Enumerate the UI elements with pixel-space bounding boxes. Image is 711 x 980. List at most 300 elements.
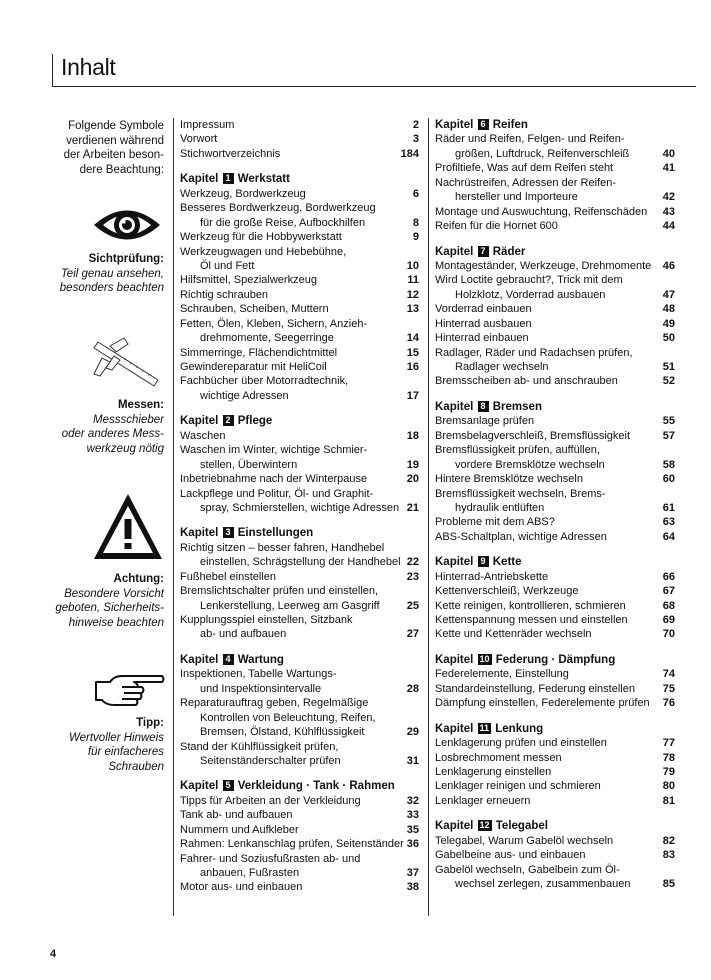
toc-entry — [180, 711, 419, 725]
toc-page-number: 47 — [662, 288, 675, 301]
toc-entry-title: Reparaturauftrag geben, Regelmäßige — [180, 697, 369, 710]
chapter-heading — [180, 172, 419, 186]
toc-entry — [180, 118, 419, 132]
legend-text: besonders beachten — [59, 282, 164, 295]
toc-page-number: 33 — [406, 809, 419, 822]
toc-entry — [435, 259, 675, 273]
toc-page-number: 57 — [662, 429, 675, 442]
toc-entry-title: Bremsflüssigkeit prüfen, auffüllen, — [435, 444, 600, 457]
legend-text: Besondere Vorsicht — [64, 587, 164, 600]
toc-entry-title: ABS-Schaltplan, wichtige Adressen — [435, 530, 607, 543]
toc-entry-title: drehmomente, Seegerringe — [200, 332, 334, 345]
eye-icon — [91, 202, 163, 248]
chapter-number-badge: 1 — [223, 173, 234, 184]
toc-entry — [180, 880, 419, 894]
legend-text: werkzeug nötig — [86, 442, 164, 455]
toc-entry-title: Nachrüstreifen, Adressen der Reifen- — [435, 176, 616, 189]
toc-page-number: 8 — [412, 216, 419, 229]
chapter-heading — [180, 779, 419, 793]
toc-entry — [435, 487, 675, 501]
chapter-number-badge: 3 — [223, 527, 234, 538]
legend-text: Wertvoller Hinweis — [68, 731, 164, 744]
page-title: Inhalt — [61, 54, 116, 80]
chapter-prefix: Kapitel — [435, 400, 474, 413]
toc-entry — [180, 472, 419, 486]
toc-entry — [435, 429, 675, 443]
toc-entry-title: Gabelbeine aus- und einbauen — [435, 849, 586, 862]
toc-entry — [180, 132, 419, 146]
toc-page-number: 25 — [406, 599, 419, 612]
toc-entry-title: Telegabel, Warum Gabelöl wechseln — [435, 834, 614, 847]
toc-entry — [180, 429, 419, 443]
toc-entry-title: stellen, Überwintern — [200, 458, 298, 471]
toc-entry-title: Tank ab- und aufbauen — [180, 809, 293, 822]
toc-entry — [180, 360, 419, 374]
toc-entry — [435, 132, 675, 146]
toc-page-number: 81 — [662, 794, 675, 807]
toc-entry — [435, 360, 675, 374]
toc-page-number: 19 — [406, 458, 419, 471]
toc-page-number: 69 — [662, 614, 675, 626]
toc-page-number: 60 — [662, 473, 675, 486]
toc-entry — [180, 696, 419, 710]
toc-entry-title: Hinterrad einbauen — [435, 332, 529, 345]
toc-entry — [180, 317, 419, 331]
toc-entry — [435, 682, 675, 696]
toc-entry — [435, 414, 675, 428]
chapter-heading — [435, 118, 675, 132]
page-number: 4 — [50, 948, 57, 960]
toc-entry — [435, 443, 675, 457]
chapter-title — [435, 118, 528, 132]
toc-page-number: 50 — [662, 332, 675, 345]
toc-entry-title: hydraulik entlüften — [455, 501, 545, 514]
section-gap — [180, 403, 419, 414]
chapter-number-badge: 11 — [479, 722, 490, 733]
toc-page-number: 66 — [662, 570, 675, 583]
chapter-title — [435, 819, 548, 833]
toc-entry-title: Profiltiefe, Was auf dem Reifen steht — [435, 162, 614, 175]
toc-entry-title: Werkzeug für die Hobbywerkstatt — [180, 231, 342, 244]
toc-page-number: 31 — [406, 754, 419, 767]
chapter-prefix: Kapitel — [180, 780, 219, 793]
toc-entry — [180, 331, 419, 345]
toc-entry-title: spray, Schmierstellen, wichtige Adressen — [200, 501, 400, 514]
toc-entry — [180, 230, 419, 244]
toc-entry-title: wichtige Adressen — [200, 389, 289, 402]
legend-text: für einfacheres — [87, 746, 164, 759]
toc-page-number: 16 — [406, 361, 419, 373]
toc-page-number: 12 — [406, 288, 419, 301]
toc-column-right — [435, 118, 675, 891]
chapter-title — [435, 400, 542, 414]
toc-entry-title: Richtig schrauben — [180, 288, 269, 301]
toc-entry-title: Bremsanlage prüfen — [435, 415, 535, 428]
toc-entry-title: Hilfsmittel, Spezialwerkzeug — [180, 274, 317, 287]
legend-intro — [40, 119, 164, 177]
toc-entry — [180, 302, 419, 316]
toc-entry-title: Kette und Kettenräder wechseln — [435, 628, 592, 641]
toc-page-number: 14 — [406, 332, 419, 345]
legend-intro-line: dere Beachtung: — [79, 163, 164, 176]
toc-page-number: 46 — [662, 259, 675, 272]
toc-entry — [435, 147, 675, 161]
toc-entry-title: Holzklotz, Vorderrad ausbauen — [455, 288, 606, 301]
chapter-number-badge: 12 — [479, 820, 490, 831]
chapter-prefix: Kapitel — [435, 119, 474, 131]
toc-entry — [180, 823, 419, 837]
toc-entry — [180, 147, 419, 161]
toc-entry-title: Kontrollen von Beleuchtung, Reifen, — [200, 711, 376, 724]
toc-entry — [180, 273, 419, 287]
toc-entry-title: Impressum — [180, 119, 235, 131]
chapter-number-badge: 6 — [478, 119, 489, 130]
toc-page-number: 18 — [406, 429, 419, 442]
toc-page-number: 67 — [662, 585, 675, 598]
legend-intro-line: Folgende Symbole — [68, 120, 164, 132]
section-gap — [435, 544, 675, 555]
legend-intro-line: verdienen während — [66, 134, 164, 147]
toc-entry — [180, 458, 419, 472]
toc-page-number: 41 — [662, 162, 675, 175]
toc-entry — [180, 682, 419, 696]
toc-entry-title: Kette reinigen, kontrollieren, schmieren — [435, 599, 626, 612]
toc-entry — [180, 245, 419, 259]
toc-entry — [435, 501, 675, 515]
toc-page-number: 79 — [662, 765, 675, 778]
legend-text: oder anderes Mess- — [61, 428, 164, 441]
chapter-title — [180, 414, 272, 428]
chapter-prefix: Kapitel — [180, 173, 219, 186]
section-gap — [435, 808, 675, 819]
chapter-name: Verkleidung · Tank · Rahmen — [237, 780, 395, 793]
toc-page-number: 74 — [662, 668, 675, 681]
toc-entry — [435, 667, 675, 681]
caliper-icon — [84, 336, 166, 394]
toc-entry-title: Hinterrad-Antriebskette — [435, 570, 549, 583]
toc-entry-title: Fahrer- und Soziusfußrasten ab- und — [180, 852, 361, 865]
chapter-number-badge: 10 — [479, 653, 490, 664]
toc-entry — [435, 317, 675, 331]
toc-entry-title: Nummern und Aufkleber — [180, 823, 299, 836]
chapter-number-badge: 5 — [223, 780, 234, 791]
toc-entry — [180, 541, 419, 555]
toc-entry-title: Standardeinstellung, Federung einstellen — [435, 682, 635, 695]
toc-entry-title: Losbrechmoment messen — [435, 751, 562, 764]
toc-page-number: 21 — [406, 501, 419, 514]
chapter-name: Werkstatt — [237, 173, 290, 186]
toc-entry-title: Besseres Bordwerkzeug, Bordwerkzeug — [180, 202, 376, 215]
toc-page-number: 11 — [407, 274, 419, 287]
toc-entry-title: Stichwortverzeichnis — [180, 147, 281, 160]
toc-entry-title: Werkzeug, Bordwerkzeug — [180, 187, 306, 200]
toc-entry-title: Montageständer, Werkzeuge, Drehmomente — [435, 259, 652, 272]
chapter-title — [180, 653, 284, 667]
toc-entry-title: anbauen, Fußrasten — [200, 867, 300, 879]
chapter-name: Wartung — [237, 653, 284, 666]
toc-entry — [435, 472, 675, 486]
chapter-heading — [435, 245, 675, 259]
toc-page-number: 37 — [406, 867, 419, 879]
toc-page-number: 63 — [662, 516, 675, 529]
section-gap — [435, 711, 675, 722]
toc-entry — [435, 751, 675, 765]
toc-entry — [435, 779, 675, 793]
chapter-number-badge: 2 — [223, 415, 234, 426]
chapter-prefix: Kapitel — [180, 653, 219, 666]
toc-entry-title: Reifen für die Hornet 600 — [435, 220, 558, 233]
toc-page-number: 36 — [406, 838, 419, 851]
toc-entry — [180, 740, 419, 754]
toc-entry — [435, 273, 675, 287]
toc-page-number: 49 — [662, 317, 675, 330]
toc-page-number: 77 — [662, 737, 675, 750]
toc-entry — [435, 374, 675, 388]
toc-entry-title: Fußhebel einstellen — [180, 570, 277, 583]
pointing-hand-icon — [92, 672, 166, 708]
toc-page-number: 83 — [662, 849, 675, 862]
toc-entry-title: Lenklager erneuern — [435, 794, 531, 807]
chapter-name: Räder — [492, 245, 526, 258]
toc-page-number: 3 — [412, 133, 419, 146]
toc-column-middle — [180, 118, 419, 895]
toc-entry-title: Simmerringe, Flächendichtmittel — [180, 346, 338, 359]
chapter-number-badge: 9 — [478, 556, 489, 567]
toc-entry-title: Fetten, Ölen, Kleben, Sichern, Anzieh- — [180, 317, 368, 330]
chapter-title — [435, 555, 522, 569]
section-gap — [435, 234, 675, 245]
legend-title: Tipp: — [136, 717, 164, 729]
toc-entry-title: Vorwort — [180, 133, 218, 146]
chapter-name: Kette — [492, 556, 522, 569]
toc-entry — [435, 834, 675, 848]
toc-entry-title: Schrauben, Scheiben, Muttern — [180, 303, 329, 316]
toc-entry — [180, 599, 419, 613]
chapter-heading — [435, 722, 675, 736]
toc-entry-title: für die große Reise, Aufbockhilfen — [200, 216, 366, 229]
section-gap — [435, 389, 675, 400]
toc-page-number: 40 — [662, 147, 675, 160]
toc-entry — [435, 302, 675, 316]
legend-item-caution — [40, 572, 164, 630]
column-divider-right — [428, 118, 429, 916]
toc-entry-title: Hintere Bremsklötze wechseln — [435, 473, 583, 486]
toc-entry-title: Hinterrad ausbauen — [435, 317, 532, 330]
legend-text: Teil genau ansehen, — [60, 267, 164, 280]
chapter-name: Pflege — [237, 415, 273, 428]
toc-page-number: 48 — [662, 303, 675, 316]
chapter-title — [180, 779, 395, 793]
toc-entry — [435, 331, 675, 345]
toc-entry-title: vordere Bremsklötze wechseln — [455, 458, 605, 471]
toc-page-number: 2 — [412, 119, 419, 131]
chapter-title — [180, 526, 313, 540]
toc-entry-title: Kettenspannung messen und einstellen — [435, 614, 628, 626]
toc-entry — [435, 848, 675, 862]
toc-entry — [180, 374, 419, 388]
chapter-heading — [180, 653, 419, 667]
section-gap — [180, 161, 419, 172]
toc-page-number: 64 — [662, 530, 675, 543]
toc-entry — [435, 515, 675, 529]
toc-entry — [435, 205, 675, 219]
chapter-name: Telegabel — [495, 820, 548, 833]
toc-entry-title: Lenklagerung einstellen — [435, 765, 552, 778]
toc-entry — [435, 346, 675, 360]
toc-entry-title: Montage und Auswuchtung, Reifenschäden — [435, 205, 648, 218]
toc-entry-title: Federelemente, Einstellung — [435, 668, 569, 681]
toc-page-number: 32 — [406, 794, 419, 807]
legend-item-measure — [40, 398, 164, 456]
toc-entry — [435, 570, 675, 584]
chapter-heading — [435, 400, 675, 414]
toc-entry — [180, 627, 419, 641]
toc-entry-title: Fachbücher über Motorradtechnik, — [180, 375, 349, 388]
toc-entry-title: Inspektionen, Tabelle Wartungs- — [180, 668, 337, 681]
legend-text: hinweise beachten — [68, 616, 164, 629]
chapter-name: Reifen — [492, 119, 528, 131]
toc-page-number: 29 — [406, 726, 419, 739]
toc-entry-title: Öl und Fett — [200, 259, 255, 272]
toc-entry — [180, 187, 419, 201]
toc-entry — [435, 288, 675, 302]
legend-intro-line: der Arbeiten beson- — [63, 149, 164, 162]
toc-entry — [435, 765, 675, 779]
toc-entry — [180, 613, 419, 627]
toc-entry — [180, 555, 419, 569]
toc-entry — [435, 458, 675, 472]
toc-entry — [435, 161, 675, 175]
toc-page-number: 43 — [662, 205, 675, 218]
toc-page-number: 17 — [406, 389, 419, 402]
toc-entry-title: Dämpfung einstellen, Federelemente prüfen — [435, 697, 650, 710]
toc-page-number: 6 — [412, 187, 419, 200]
toc-entry-title: Lenklager reinigen und schmieren — [435, 780, 601, 793]
toc-entry-title: Vorderrad einbauen — [435, 303, 532, 316]
toc-page-number: 76 — [662, 697, 675, 710]
toc-page-number: 9 — [412, 231, 419, 244]
toc-entry — [435, 190, 675, 204]
legend-text: Messschieber — [93, 413, 164, 426]
toc-entry — [180, 201, 419, 215]
legend-item-tip — [40, 716, 164, 774]
toc-entry-title: wechsel zerlegen, zusammenbauen — [455, 878, 631, 890]
toc-entry-title: Radlager wechseln — [455, 361, 549, 373]
chapter-prefix: Kapitel — [180, 527, 219, 540]
toc-page-number: 22 — [406, 556, 419, 569]
legend-text: Schrauben — [108, 760, 164, 773]
toc-page-number: 82 — [662, 834, 675, 847]
toc-page-number: 55 — [662, 415, 675, 428]
toc-page-number: 75 — [662, 682, 675, 695]
toc-entry — [180, 866, 419, 880]
toc-page-number: 27 — [406, 628, 419, 641]
toc-entry — [435, 736, 675, 750]
toc-entry-title: Waschen — [180, 429, 226, 442]
chapter-heading — [435, 555, 675, 569]
toc-entry-title: Kettenverschleiß, Werkzeuge — [435, 585, 579, 598]
toc-page-number: 80 — [662, 780, 675, 793]
chapter-title — [435, 245, 525, 259]
toc-entry-title: Bremsscheiben ab- und anschrauben — [435, 375, 618, 388]
toc-entry — [435, 219, 675, 233]
toc-entry — [435, 696, 675, 710]
toc-entry-title: Lackpflege und Politur, Öl- und Graphit- — [180, 487, 374, 500]
toc-page-number: 51 — [662, 361, 675, 373]
toc-entry — [180, 852, 419, 866]
chapter-name: Einstellungen — [237, 527, 314, 540]
chapter-name: Lenkung — [495, 722, 544, 735]
toc-page-number: 52 — [662, 375, 675, 388]
toc-entry-title: Lenkerstellung, Leerweg am Gasgriff — [200, 599, 380, 612]
toc-entry — [435, 863, 675, 877]
toc-entry — [180, 754, 419, 768]
toc-entry-title: Rahmen: Lenkanschlag prüfen, Seitenständer — [180, 838, 404, 851]
toc-entry — [435, 530, 675, 544]
toc-entry — [180, 501, 419, 515]
toc-entry-title: Wird Loctite gebraucht?, Trick mit dem — [435, 274, 623, 287]
chapter-prefix: Kapitel — [435, 722, 474, 735]
toc-entry-title: Lenklagerung prüfen und einstellen — [435, 737, 607, 750]
toc-page-number: 38 — [406, 881, 419, 894]
toc-entry-title: und Inspektionsintervalle — [200, 682, 322, 695]
toc-page-number: 10 — [406, 259, 419, 272]
toc-entry — [435, 877, 675, 891]
toc-entry — [435, 599, 675, 613]
toc-entry-title: Gabelöl wechseln, Gabelbein zum Öl- — [435, 863, 620, 876]
header-bar — [52, 54, 53, 86]
toc-entry — [180, 259, 419, 273]
toc-entry — [435, 794, 675, 808]
toc-page-number: 184 — [400, 147, 419, 160]
toc-page-number: 23 — [406, 570, 419, 583]
toc-page-number: 58 — [662, 458, 675, 471]
toc-entry — [435, 613, 675, 627]
toc-page-number: 15 — [406, 346, 419, 359]
section-gap — [180, 642, 419, 653]
toc-entry-title: Stand der Kühlflüssigkeit prüfen, — [180, 740, 339, 753]
toc-entry-title: Bremsflüssigkeit wechseln, Brems- — [435, 487, 606, 500]
chapter-prefix: Kapitel — [435, 245, 474, 258]
toc-entry-title: Probleme mit dem ABS? — [435, 516, 555, 529]
toc-entry-title: Inbetriebnahme nach der Winterpause — [180, 473, 368, 486]
chapter-title — [435, 722, 543, 736]
chapter-title — [435, 653, 615, 667]
toc-entry-title: einstellen, Schrägstellung der Handhebel — [200, 556, 401, 569]
chapter-prefix: Kapitel — [435, 653, 474, 666]
toc-entry — [180, 808, 419, 822]
toc-page-number: 35 — [406, 823, 419, 836]
toc-entry-title: Werkzeugwagen und Hebebühne, — [180, 245, 347, 258]
toc-entry-title: Gewindereparatur mit HeliCoil — [180, 361, 327, 373]
chapter-prefix: Kapitel — [180, 415, 219, 428]
chapter-number-badge: 8 — [478, 401, 489, 412]
chapter-prefix: Kapitel — [435, 556, 474, 569]
chapter-prefix: Kapitel — [435, 820, 474, 833]
section-gap — [180, 768, 419, 779]
legend-title: Achtung: — [113, 573, 164, 585]
toc-page-number: 44 — [662, 220, 675, 233]
toc-entry-title: Motor aus- und einbauen — [180, 881, 303, 894]
legend-item-inspection — [40, 252, 164, 296]
toc-entry — [180, 487, 419, 501]
toc-page-number: 13 — [406, 303, 419, 316]
toc-entry-title: Tipps für Arbeiten an der Verkleidung — [180, 794, 361, 807]
toc-entry-title: Radlager, Räder und Radachsen prüfen, — [435, 346, 633, 359]
toc-entry — [180, 346, 419, 360]
toc-entry — [180, 837, 419, 851]
toc-entry — [180, 288, 419, 302]
